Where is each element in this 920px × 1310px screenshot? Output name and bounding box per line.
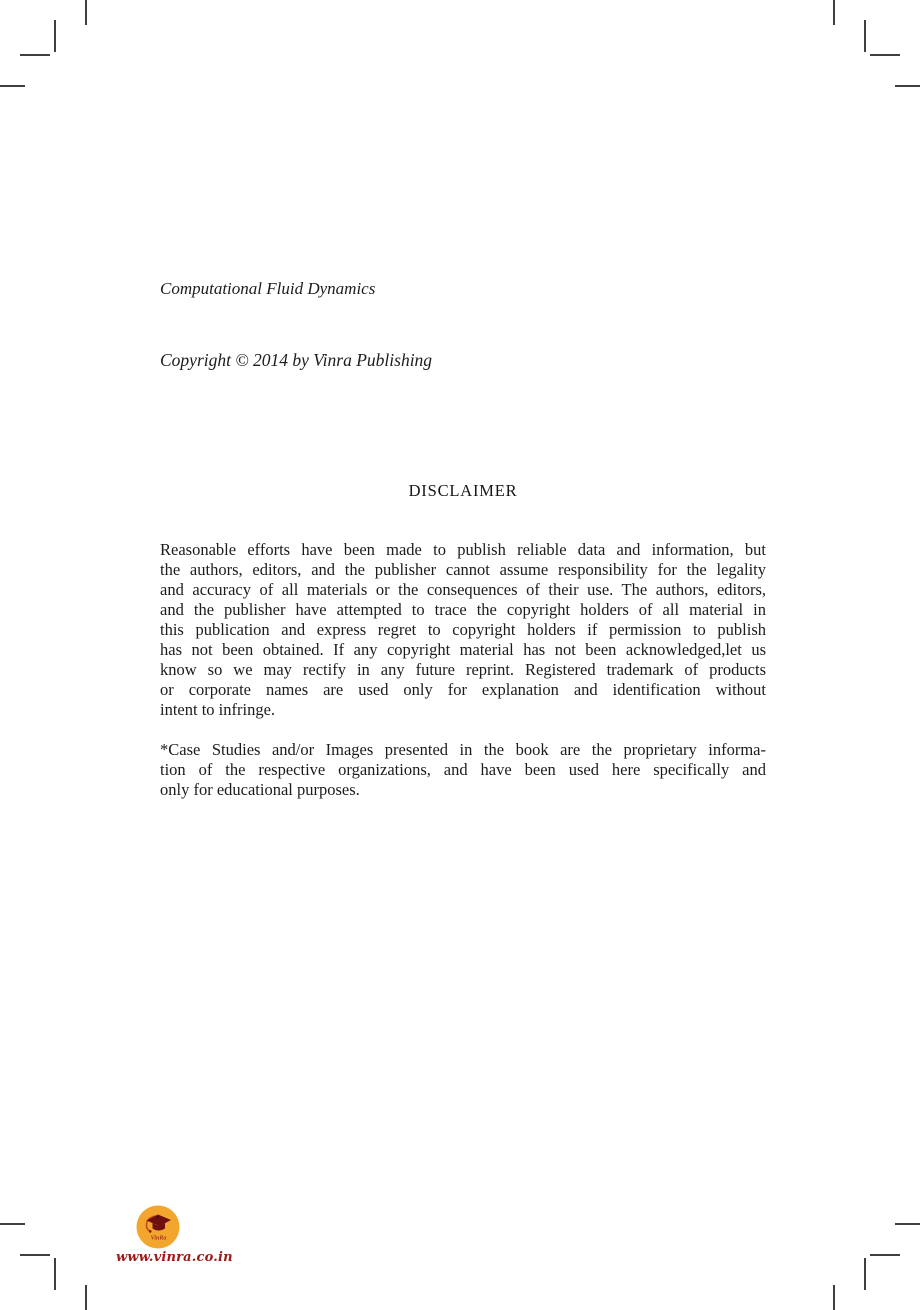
crop-mark	[85, 0, 87, 25]
disclaimer-paragraph	[160, 540, 766, 720]
paragraph-line: know so we may rectify in any future reprint. Registered trademark of products	[160, 660, 766, 679]
paragraph-line: intent to infringe.	[160, 700, 276, 719]
crop-mark	[833, 0, 835, 25]
paragraph-line: or corporate names are used only for explanation and identification without	[160, 680, 766, 699]
crop-mark	[20, 54, 50, 56]
crop-mark	[864, 1258, 866, 1290]
paragraph-line: and accuracy of all materials or the consequences of their use. The authors, editors,	[160, 580, 766, 599]
publisher-footer	[116, 1205, 233, 1265]
crop-mark	[0, 1223, 25, 1225]
publisher-website: www.vinra.co.in	[116, 1250, 233, 1265]
logo-text: VinRa	[150, 1235, 167, 1242]
paragraph-line: *Case Studies and/or Images presented in the book are the proprietary informa-	[160, 740, 766, 759]
paragraph-line: Reasonable efforts have been made to publish reliable data and information, but	[160, 540, 766, 559]
paragraph-line: tion of the respective organizations, and have been used here specifically and	[160, 760, 766, 779]
crop-mark	[20, 1254, 50, 1256]
crop-mark	[864, 20, 866, 52]
crop-mark	[870, 1254, 900, 1256]
disclaimer-heading: DISCLAIMER	[408, 481, 518, 500]
crop-mark	[54, 1258, 56, 1290]
copyright-line: Copyright © 2014 by Vinra Publishing	[160, 350, 433, 370]
crop-mark	[85, 1285, 87, 1310]
paragraph-line: the authors, editors, and the publisher cannot assume responsibility for the legality	[160, 560, 766, 579]
crop-mark	[870, 54, 900, 56]
paragraph-line: and the publisher have attempted to trace the copyright holders of all material in	[160, 600, 766, 619]
paragraph-line: only for educational purposes.	[160, 780, 360, 799]
crop-mark	[0, 85, 25, 87]
case-studies-note	[160, 740, 766, 800]
crop-mark	[895, 1223, 920, 1225]
paragraph-line: has not been obtained. If any copyright material has not been acknowledged,let us	[160, 640, 766, 659]
crop-mark	[895, 85, 920, 87]
book-title: Computational Fluid Dynamics	[160, 279, 376, 298]
crop-mark	[833, 1285, 835, 1310]
crop-mark	[54, 20, 56, 52]
paragraph-line: this publication and express regret to copyright holders if permission to publish	[160, 620, 766, 639]
graduation-cap-icon	[116, 1205, 200, 1249]
